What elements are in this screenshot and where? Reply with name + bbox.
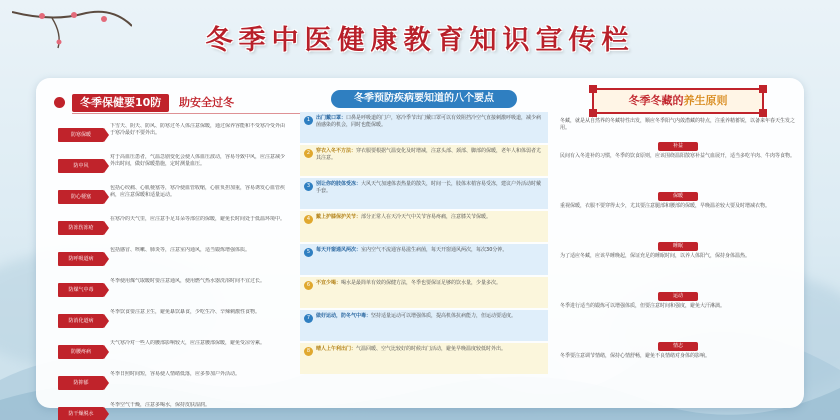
item-number: 2 [304, 149, 313, 158]
item-text: 对于高血压患者，气温急剧变化会使人体血压波动，容易导致中风，应注意减少外出时间，做好保暖措施，定时测量血压。 [110, 154, 286, 167]
list-item [300, 145, 548, 176]
section-label: 睡眠 [658, 242, 698, 251]
item-number: 1 [304, 116, 313, 125]
bullet-icon [54, 97, 65, 108]
list-item [300, 178, 548, 209]
item-heading: 穿衣入冬不方法： [316, 148, 357, 154]
item-heading: 别让你的肢体受冻： [316, 181, 362, 187]
right-title-main: 冬季冬藏的 [628, 94, 684, 107]
item-text: 冬季日照时间短，容易使人情绪低落，应多参加户外活动。 [110, 371, 241, 377]
item-number: 6 [304, 281, 313, 290]
list-item [300, 112, 548, 143]
corner-decoration [759, 109, 767, 117]
section-text: 重视保暖，衣服不要穿得太少，尤其要注意腿部和腰部的保暖，早晚温差较大要及时增减衣物。 [560, 203, 771, 209]
item-heading: 每天开窗通风两次： [316, 247, 362, 253]
left-title-sub: 助安全过冬 [179, 96, 234, 109]
item-text: 包括感冒、咳嗽、肺炎等，注意室内通风，适当锻炼增强体质。 [110, 247, 251, 253]
item-text: 冬季使用煤气取暖时要注意通风，使用燃气热水器洗浴时间不宜过长。 [110, 278, 266, 284]
section-text: 为了适应冬藏，应该早睡晚起，保证充足的睡眠时间，以养人体阳气，保持身体温热。 [560, 253, 751, 259]
list-item [300, 310, 548, 341]
list-item [300, 277, 548, 308]
item-number: 8 [304, 347, 313, 356]
list-item [44, 275, 292, 306]
item-number: 7 [304, 314, 313, 323]
section-label: 情志 [658, 342, 698, 351]
left-header [44, 92, 292, 114]
item-text: 室内空气不流通容易滋生病菌，每天开窗通风两次，每次30分钟。 [361, 247, 508, 253]
item-text: 大风天气加速体表热量的散失，时间一长，肢体末梢容易受冻，建议户外活动时戴手套。 [316, 181, 542, 194]
right-title-sub: 养生原则 [683, 94, 728, 107]
item-tag: 防干燥脱水 [58, 407, 104, 420]
page-title: 冬季中医健康教育知识宣传栏 [205, 25, 635, 56]
section-label: 补益 [658, 142, 698, 151]
section-text: 民间有入冬进补的习惯，冬季的饮食原则，应该围绕温阳散寒补益气血展开，适当多吃羊肉、牛肉等食物。 [560, 153, 796, 159]
item-text: 气温回暖、空气比较好的时候出门活动，避免早晚温度较低时外出。 [356, 346, 507, 352]
middle-title: 冬季预防疾病要知道的八个要点 [331, 90, 517, 108]
middle-column [300, 90, 548, 406]
left-title-main: 冬季保健要10防 [72, 94, 169, 112]
item-text: 冬季空气干燥，注意多喝水，保持皮肤湿润。 [110, 402, 211, 408]
item-heading: 戴上护膝保护关节： [316, 214, 362, 220]
item-text: 喝水是最简单有效的保健方法，冬季也要保证足够的饮水量，少量多次。 [341, 280, 502, 286]
list-item [300, 244, 548, 275]
right-title [592, 88, 764, 114]
item-heading: 出门戴口罩： [316, 115, 347, 121]
list-item [300, 343, 548, 374]
item-tag: 防呼吸道病 [58, 252, 104, 266]
item-text: 口鼻是呼吸道的门户，寒冷季节出门戴口罩可以有效阻挡冷空气直接刺激呼吸道，减少病菌感染的机会，同时也能保暖。 [316, 115, 542, 128]
middle-list [300, 112, 548, 376]
item-number: 5 [304, 248, 313, 257]
list-item [44, 151, 292, 182]
list-item [44, 399, 292, 420]
right-section [560, 292, 796, 310]
item-heading: 不宜少喝： [316, 280, 342, 286]
item-tag: 防煤气中毒 [58, 283, 104, 297]
item-text: 冬季饮食要注意卫生，避免暴饮暴食，少吃生冷、辛辣刺激性食物。 [110, 309, 261, 315]
list-item [44, 306, 292, 337]
right-section [560, 242, 796, 260]
corner-decoration [589, 85, 597, 93]
list-item [44, 368, 292, 399]
right-section [560, 192, 796, 210]
list-item [44, 213, 292, 244]
item-number: 3 [304, 182, 313, 191]
section-label: 保暖 [658, 192, 698, 201]
item-text: 在寒冷的天气里，应注意手足耳朵等部位的保暖，避免长时间处于低温环境中。 [110, 216, 286, 222]
right-section [560, 342, 796, 360]
item-text: 天气寒冷对一些人的腰部影响较大，应注意腰部保暖，避免受凉劳累。 [110, 340, 266, 346]
item-text: 下雪天、阴天、防风、防寒过冬人体注意保暖，通过保养容能和不受寒冷受外由于寒冷最好不要外出。 [110, 123, 286, 136]
right-section [560, 142, 796, 160]
corner-decoration [589, 109, 597, 117]
item-tag: 防消化道病 [58, 314, 104, 328]
section-label: 运动 [658, 292, 698, 301]
left-list [44, 120, 292, 420]
right-intro: 冬藏，就是从自然界的冬藏特性出发，顺应冬季阳气内敛潜藏的特点，注重养精蓄锐，以备来年春天生发之用。 [560, 118, 796, 131]
item-number: 4 [304, 215, 313, 224]
right-column [556, 88, 800, 404]
list-item [44, 182, 292, 213]
list-item [44, 244, 292, 275]
item-tag: 防腰疼病 [58, 345, 104, 359]
item-tag: 防冻伤冻疮 [58, 221, 104, 235]
section-text: 冬季要注意调节情绪，保持心情舒畅，避免不良情绪对身体的影响。 [560, 353, 711, 359]
divider [72, 113, 312, 114]
item-tag: 防心梗塞 [58, 190, 104, 204]
item-heading: 做好运动，防冬气中毒： [316, 313, 372, 319]
item-heading: 晴人上午利出门： [316, 346, 357, 352]
item-text: 包括心绞痛、心肌梗塞等，寒冷使血管收缩，心脏负担加重，容易诱发心血管疾病，应注意保暖和适量运动。 [110, 185, 286, 198]
item-text: 部分正常人在天冷天气中关节容易疼痛，注意膝关节保暖。 [361, 214, 492, 220]
list-item [44, 337, 292, 368]
item-tag: 防寒保暖 [58, 128, 104, 142]
item-tag: 防中风 [58, 159, 104, 173]
item-text: 坚持适量运动可以增强体质，提高机体抗病能力，但运动要适度。 [371, 313, 517, 319]
list-item [44, 120, 292, 151]
section-text: 冬季进行适当的锻炼可以增强体质，但要注意时间和强度，避免大汗淋漓。 [560, 303, 726, 309]
item-text: 穿衣服要根据气温变化及时增减，注意头部、颈部、脚部的保暖，老年人和体弱者尤其注意。 [316, 148, 542, 161]
corner-decoration [759, 85, 767, 93]
item-tag: 防抑郁 [58, 376, 104, 390]
left-column [44, 92, 292, 417]
list-item [300, 211, 548, 242]
